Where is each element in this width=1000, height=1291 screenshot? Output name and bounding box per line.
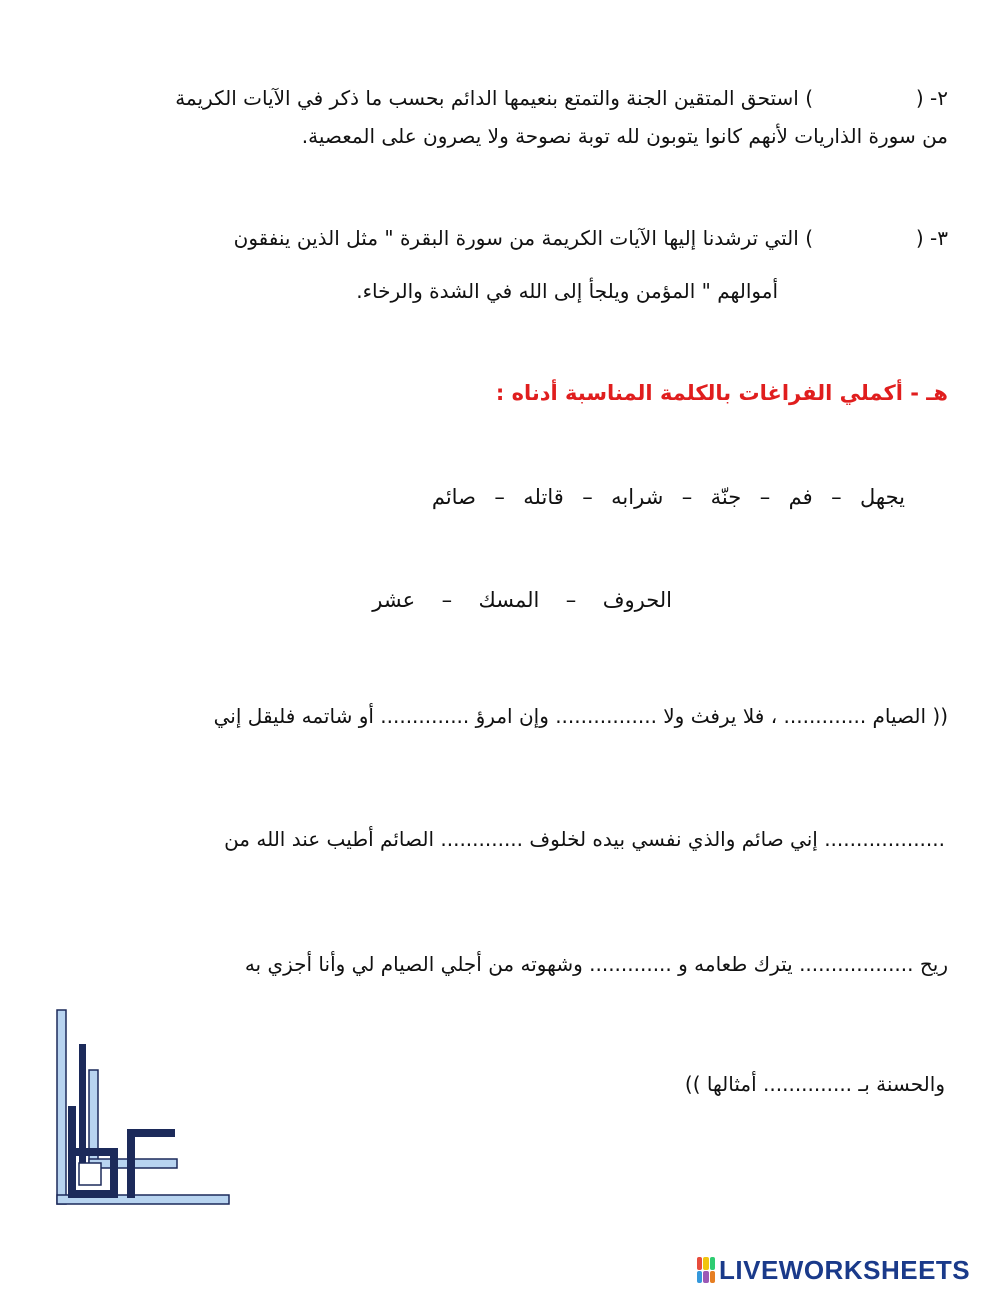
word-bank-word: عشر <box>372 588 416 612</box>
section-heading: هـ - أكملي الفراغات بالكلمة المناسبة أدناه : <box>495 381 948 405</box>
logo-text: LIVEWORKSHEETS <box>719 1254 971 1285</box>
question-3-text-2: أموالهم " المؤمن ويلجأ إلى الله في الشدة والرخاء. <box>356 279 778 303</box>
passage-line-3[interactable]: ريح .................. يترك طعامه و ............. وشهوته من أجلي الصيام لي وأنا أجزي به <box>244 952 948 976</box>
question-2-number: ٢- ( <box>915 86 948 110</box>
question-3-number: ٣- ( <box>915 226 948 250</box>
question-2-line-2 <box>302 124 948 148</box>
islamic-corner-ornament-icon <box>55 1008 233 1208</box>
word-bank-word: يجهل <box>860 485 905 509</box>
word-separator: – <box>681 485 693 509</box>
question-3-text-1: ) التي ترشدنا إليها الآيات الكريمة من سورة البقرة " مثل الذين ينفقون <box>233 226 813 250</box>
word-bank-row-2 <box>372 588 672 613</box>
question-2-text-1: ) استحق المتقين الجنة والتمتع بنعيمها الدائم بحسب ما ذكر في الآيات الكريمة <box>175 86 813 110</box>
word-separator: – <box>759 485 771 509</box>
word-bank-row-1 <box>432 485 905 510</box>
question-2-text-2: من سورة الذاريات لأنهم كانوا يتوبون لله توبة نصوحة ولا يصرون على المعصية. <box>301 124 948 148</box>
passage-line-2[interactable]: ................... إني صائم والذي نفسي بيده لخلوف ............. الصائم أطيب عند الله من <box>224 827 945 851</box>
liveworksheets-logo <box>697 1255 970 1285</box>
logo-badge-icon <box>697 1257 715 1283</box>
word-bank-word: المسك <box>478 588 540 612</box>
word-separator: – <box>831 485 842 509</box>
word-bank-word: قاتله <box>523 485 564 509</box>
question-3-line-2 <box>356 279 778 303</box>
word-bank-word: صائم <box>431 485 476 509</box>
word-separator: – <box>582 485 593 509</box>
word-separator: – <box>565 588 577 612</box>
question-3-line-1 <box>234 226 948 250</box>
word-bank-word: فم <box>788 485 813 509</box>
passage-line-1[interactable]: (( الصيام ............. ، فلا يرفث ولا ................ وإن امرؤ .............. أو شاتمه فليقل إني <box>213 704 948 728</box>
passage-line-4[interactable]: والحسنة بـ .............. أمثالها )) <box>684 1072 945 1096</box>
question-2-line-1 <box>175 86 948 110</box>
word-bank-word: الحروف <box>602 588 672 612</box>
word-separator: – <box>441 588 453 612</box>
word-separator: – <box>494 485 505 509</box>
word-bank-word: جنّة <box>710 485 742 509</box>
word-bank-word: شرابه <box>611 485 664 509</box>
